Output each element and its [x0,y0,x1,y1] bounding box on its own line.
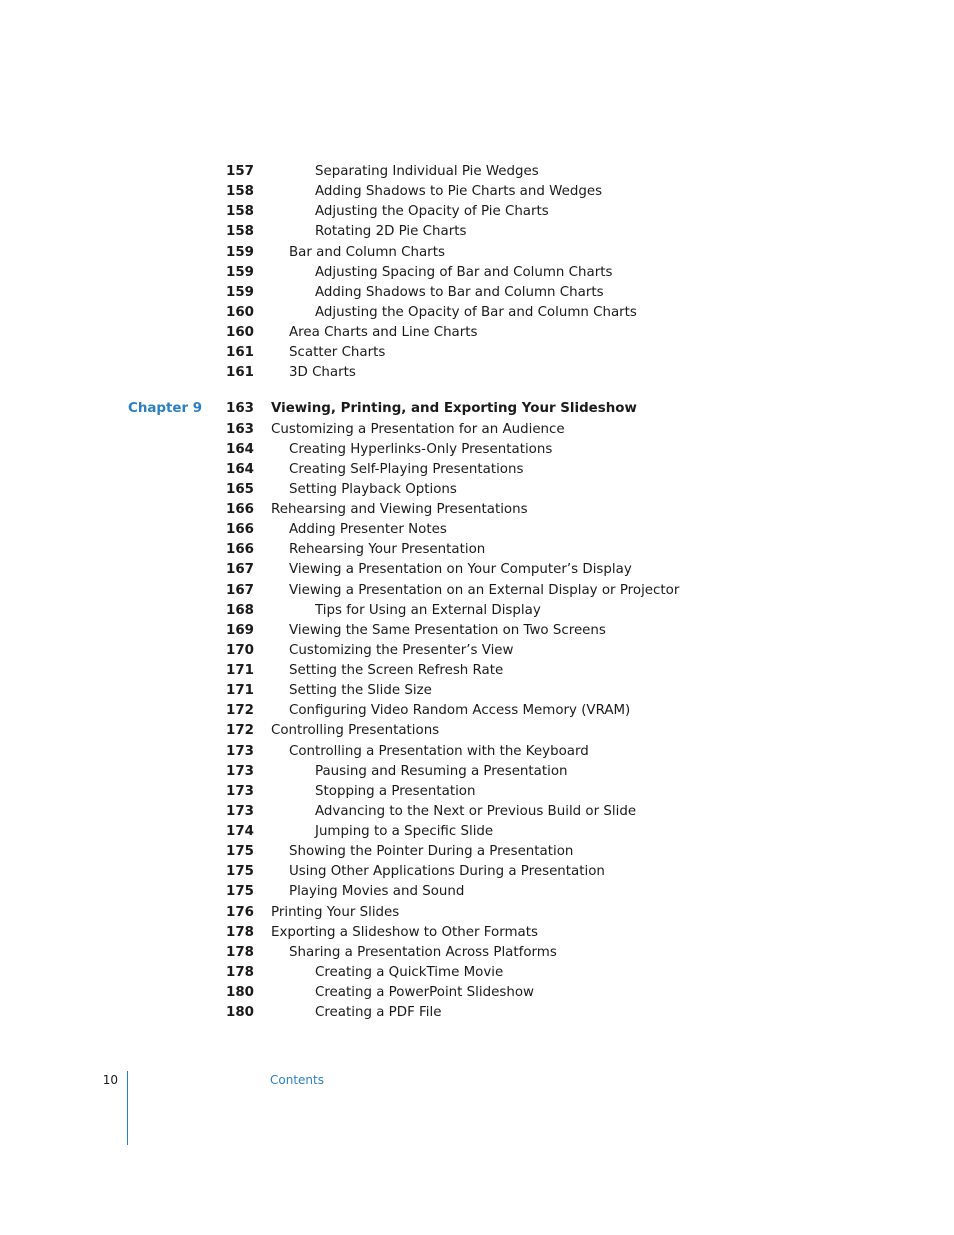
toc-entry[interactable] [0,440,954,460]
toc-page-number: 166 [226,502,254,517]
toc-entry-title: Using Other Applications During a Presentation [289,864,605,880]
toc-entry[interactable] [0,303,954,323]
toc-entry-title: Jumping to a Specific Slide [315,824,494,839]
toc-entry-title: Adjusting Spacing of Bar and Column Charts [315,264,613,280]
toc-entry-title: Customizing a Presentation for an Audience [271,421,565,437]
toc-page-number: 160 [226,304,254,320]
toc-entry-title: Viewing a Presentation on an External Display or Projector [289,582,680,598]
toc-entry[interactable] [0,283,954,303]
toc-entry[interactable] [0,343,954,363]
toc-page-number: 168 [226,602,254,618]
toc-entry[interactable] [0,721,954,741]
toc-entry-title: Adjusting the Opacity of Bar and Column Charts [315,304,637,320]
toc-entry[interactable] [0,782,954,802]
toc-page-number: 163 [226,421,254,437]
toc-entry-title: Sharing a Presentation Across Platforms [289,944,557,960]
toc-entry[interactable] [0,243,954,263]
toc-entry[interactable] [0,323,954,343]
toc-entry-title: Showing the Pointer During a Presentation [289,844,574,860]
toc-page-number: 180 [226,1005,254,1021]
toc-page-number: 159 [226,264,254,280]
toc-page-number: 180 [226,985,254,1000]
toc-page-number: 175 [226,884,254,900]
toc-entry-title: Creating a PDF File [315,1005,442,1021]
toc-entry-title: Creating Self-Playing Presentations [289,461,524,477]
toc-page-number: 173 [226,763,254,779]
toc-page-number: 174 [226,824,254,839]
toc-page-number: 159 [226,284,254,300]
toc-entry[interactable] [0,621,954,641]
toc-entry[interactable] [0,923,954,943]
toc-entry[interactable] [0,742,954,762]
toc-page-number: 178 [226,964,254,980]
toc-entry[interactable] [0,560,954,580]
toc-entry-title: Scatter Charts [289,345,386,361]
toc-entry-title: Rehearsing Your Presentation [289,542,486,558]
toc-entry[interactable] [0,903,954,923]
toc-entry-title: Stopping a Presentation [315,783,476,799]
toc-entry[interactable] [0,222,954,242]
toc-chapter-entry[interactable] [0,399,954,419]
toc-page-number: 161 [226,365,254,381]
toc-entry[interactable] [0,363,954,383]
toc-entry-title: Creating a PowerPoint Slideshow [315,985,534,1000]
toc-entry[interactable] [0,581,954,601]
toc-entry[interactable] [0,882,954,902]
toc-entry[interactable] [0,263,954,283]
footer-section-label[interactable]: Contents [270,1073,324,1087]
toc-page-number: 178 [226,944,254,960]
toc-page-number: 159 [226,244,254,260]
footer-divider [127,1071,128,1145]
toc-entry[interactable] [0,701,954,721]
toc-entry-title: Viewing a Presentation on Your Computer’s Display [289,562,632,578]
toc-page-number: 166 [226,522,254,538]
toc-entry[interactable] [0,842,954,862]
toc-entry-title: Exporting a Slideshow to Other Formats [271,924,538,940]
toc-entry[interactable] [0,500,954,520]
table-of-contents [0,162,954,1023]
chapter-label: Chapter 9 [128,401,203,417]
toc-page-number: 167 [226,562,254,578]
toc-page-number: 171 [226,683,254,699]
toc-page-number: 157 [226,164,254,179]
toc-page-number: 158 [226,204,254,220]
toc-page-number: 169 [226,622,254,638]
toc-entry[interactable] [0,862,954,882]
toc-entry-title: Rotating 2D Pie Charts [315,224,467,240]
toc-page-number: 164 [226,441,254,457]
toc-entry-title: Adding Presenter Notes [289,522,447,538]
toc-page-number: 165 [226,481,254,497]
toc-entry[interactable] [0,1003,954,1023]
toc-entry-title: Adding Shadows to Pie Charts and Wedges [315,184,603,200]
toc-entry-title: Printing Your Slides [271,904,400,920]
toc-page-number: 167 [226,582,254,598]
toc-entry[interactable] [0,480,954,500]
toc-page-number: 173 [226,783,254,799]
toc-entry-title: Separating Individual Pie Wedges [315,164,539,179]
toc-entry[interactable] [0,802,954,822]
toc-entry[interactable] [0,520,954,540]
toc-entry[interactable] [0,162,954,182]
toc-entry-title: Advancing to the Next or Previous Build or Slide [315,803,637,819]
toc-page-number: 171 [226,663,254,678]
toc-entry[interactable] [0,762,954,782]
toc-entry-title: Pausing and Resuming a Presentation [315,763,568,779]
footer-page-number: 10 [102,1073,118,1087]
toc-entry[interactable] [0,681,954,701]
toc-entry[interactable] [0,601,954,621]
toc-entry[interactable] [0,460,954,480]
toc-entry[interactable] [0,822,954,842]
toc-page-number: 158 [226,224,254,240]
toc-entry-title: Controlling Presentations [271,723,440,739]
toc-page-number: 178 [226,924,254,940]
toc-page-number: 175 [226,864,254,880]
toc-entry-title: Customizing the Presenter’s View [289,642,514,658]
toc-entry-title: Setting Playback Options [289,481,457,497]
chapter-gap [0,383,954,399]
toc-entry-title: Viewing the Same Presentation on Two Screens [289,622,606,638]
toc-page-number: 172 [226,703,254,719]
toc-page-number: 166 [226,542,254,558]
toc-page-number: 173 [226,743,254,759]
toc-entry-title: Adjusting the Opacity of Pie Charts [315,204,549,220]
toc-page-number: 161 [226,345,254,361]
toc-entry-title: Creating a QuickTime Movie [315,964,504,980]
toc-entry[interactable] [0,641,954,661]
toc-entry-title: Creating Hyperlinks-Only Presentations [289,441,553,457]
toc-entry[interactable] [0,182,954,202]
toc-entry-title: Rehearsing and Viewing Presentations [271,502,528,517]
toc-page-number: 164 [226,461,254,477]
toc-entry[interactable] [0,661,954,681]
toc-entry-title: Playing Movies and Sound [289,884,465,900]
toc-entry-title: Configuring Video Random Access Memory (VRAM) [289,703,631,719]
toc-entry-title: Viewing, Printing, and Exporting Your Slideshow [271,401,637,417]
toc-page-number: 173 [226,803,254,819]
toc-page-number: 158 [226,184,254,200]
toc-entry[interactable] [0,202,954,222]
toc-entry[interactable] [0,420,954,440]
toc-entry[interactable] [0,943,954,963]
toc-page-number: 163 [226,401,254,417]
toc-page-number: 175 [226,844,254,860]
toc-entry[interactable] [0,540,954,560]
toc-entry-title: Controlling a Presentation with the Keyboard [289,743,589,759]
toc-entry-title: Setting the Slide Size [289,683,432,699]
toc-entry-title: Adding Shadows to Bar and Column Charts [315,284,604,300]
toc-page-number: 160 [226,325,254,340]
toc-entry-title: Area Charts and Line Charts [289,325,478,340]
toc-entry[interactable] [0,983,954,1003]
toc-page-number: 172 [226,723,254,739]
toc-entry-title: Tips for Using an External Display [315,602,541,618]
toc-entry-title: 3D Charts [289,365,356,381]
toc-entry-title: Bar and Column Charts [289,244,445,260]
toc-page-number: 170 [226,642,254,658]
toc-entry-title: Setting the Screen Refresh Rate [289,663,504,678]
toc-entry[interactable] [0,963,954,983]
toc-page-number: 176 [226,904,254,920]
